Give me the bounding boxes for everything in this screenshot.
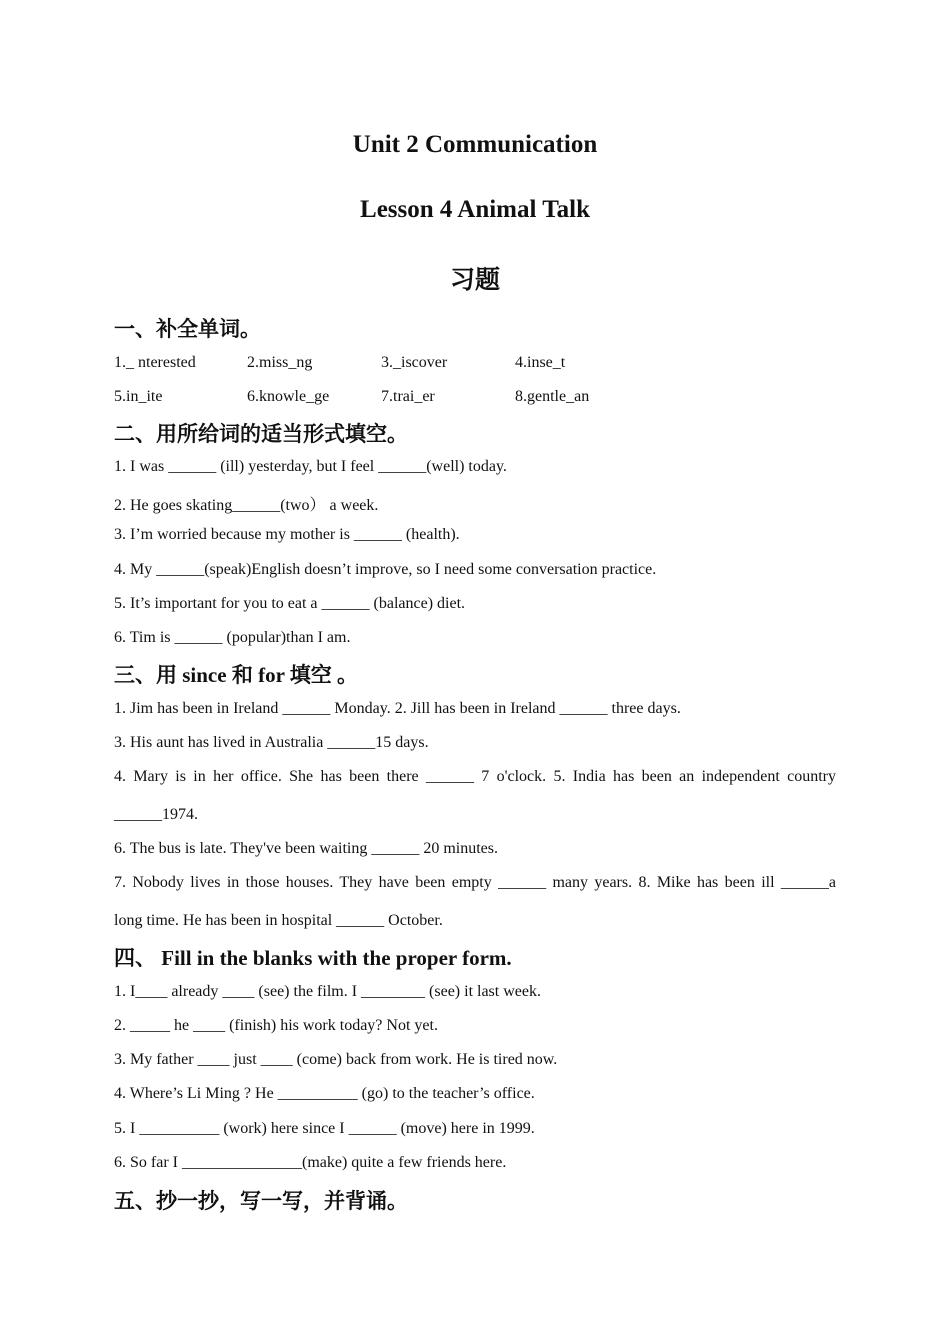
exercise-line: 6. The bus is late. They've been waiting ______ 20 minutes. <box>114 840 499 857</box>
exercise-item: 2. _____ he ____ (finish) his work today? Not yet. <box>114 1017 438 1034</box>
word-item: 6.knowle_ge <box>247 388 330 405</box>
exercise-item: 1. I____ already ____ (see) the film. I ________ (see) it last week. <box>114 983 541 1000</box>
exercise-item: 2. He goes skating______(two） a week. <box>114 497 379 514</box>
exercise-line: 1. Jim has been in Ireland ______ Monday. 2. Jill has been in Ireland ______ three days. <box>114 700 681 717</box>
section5-heading: 五、抄一抄，写一写，并背诵。 <box>114 1189 408 1213</box>
exercise-item: 3. I’m worried because my mother is ______ (health). <box>114 526 460 543</box>
exercise-line: 7. Nobody lives in those houses. They have been empty ______ many years. 8. Mike has been ill ______a <box>114 874 836 891</box>
word-item: 5.in_ite <box>114 388 163 405</box>
section2-heading: 二、用所给词的适当形式填空。 <box>114 422 408 446</box>
exercise-item: 5. I __________ (work) here since I ______ (move) here in 1999. <box>114 1120 535 1137</box>
word-item: 3._iscover <box>381 354 448 371</box>
exercise-item: 6. Tim is ______ (popular)than I am. <box>114 629 351 646</box>
section1-heading: 一、补全单词。 <box>114 317 261 341</box>
exercise-item: 5. It’s important for you to eat a ______ (balance) diet. <box>114 595 466 612</box>
exercise-item: 6. So far I _______________(make) quite a few friends here. <box>114 1154 507 1171</box>
exercise-line: long time. He has been in hospital ______ October. <box>114 912 443 929</box>
exercise-item: 3. My father ____ just ____ (come) back from work. He is tired now. <box>114 1051 558 1068</box>
word-item: 1._ nterested <box>114 354 196 371</box>
word-item: 2.miss_ng <box>247 354 313 371</box>
word-item: 7.trai_er <box>381 388 435 405</box>
unit-title: Unit 2 Communication <box>352 131 598 158</box>
word-item: 8.gentle_an <box>515 388 590 405</box>
exercise-item: 4. My ______(speak)English doesn’t improve, so I need some conversation practice. <box>114 561 657 578</box>
exercise-title: 习题 <box>449 267 500 294</box>
section4-heading: 四、 Fill in the blanks with the proper form. <box>114 946 512 970</box>
word-item: 4.inse_t <box>515 354 566 371</box>
exercise-item: 4. Where’s Li Ming ? He __________ (go) to the teacher’s office. <box>114 1085 535 1102</box>
exercise-line: ______1974. <box>114 806 198 823</box>
exercise-line: 3. His aunt has lived in Australia ______15 days. <box>114 734 429 751</box>
lesson-title: Lesson 4 Animal Talk <box>360 196 590 223</box>
exercise-item: 1. I was ______ (ill) yesterday, but I feel ______(well) today. <box>114 458 507 475</box>
section3-heading: 三、用 since 和 for 填空 。 <box>114 663 359 687</box>
exercise-line: 4. Mary is in her office. She has been there ______ 7 o'clock. 5. India has been an independent country <box>114 768 836 785</box>
